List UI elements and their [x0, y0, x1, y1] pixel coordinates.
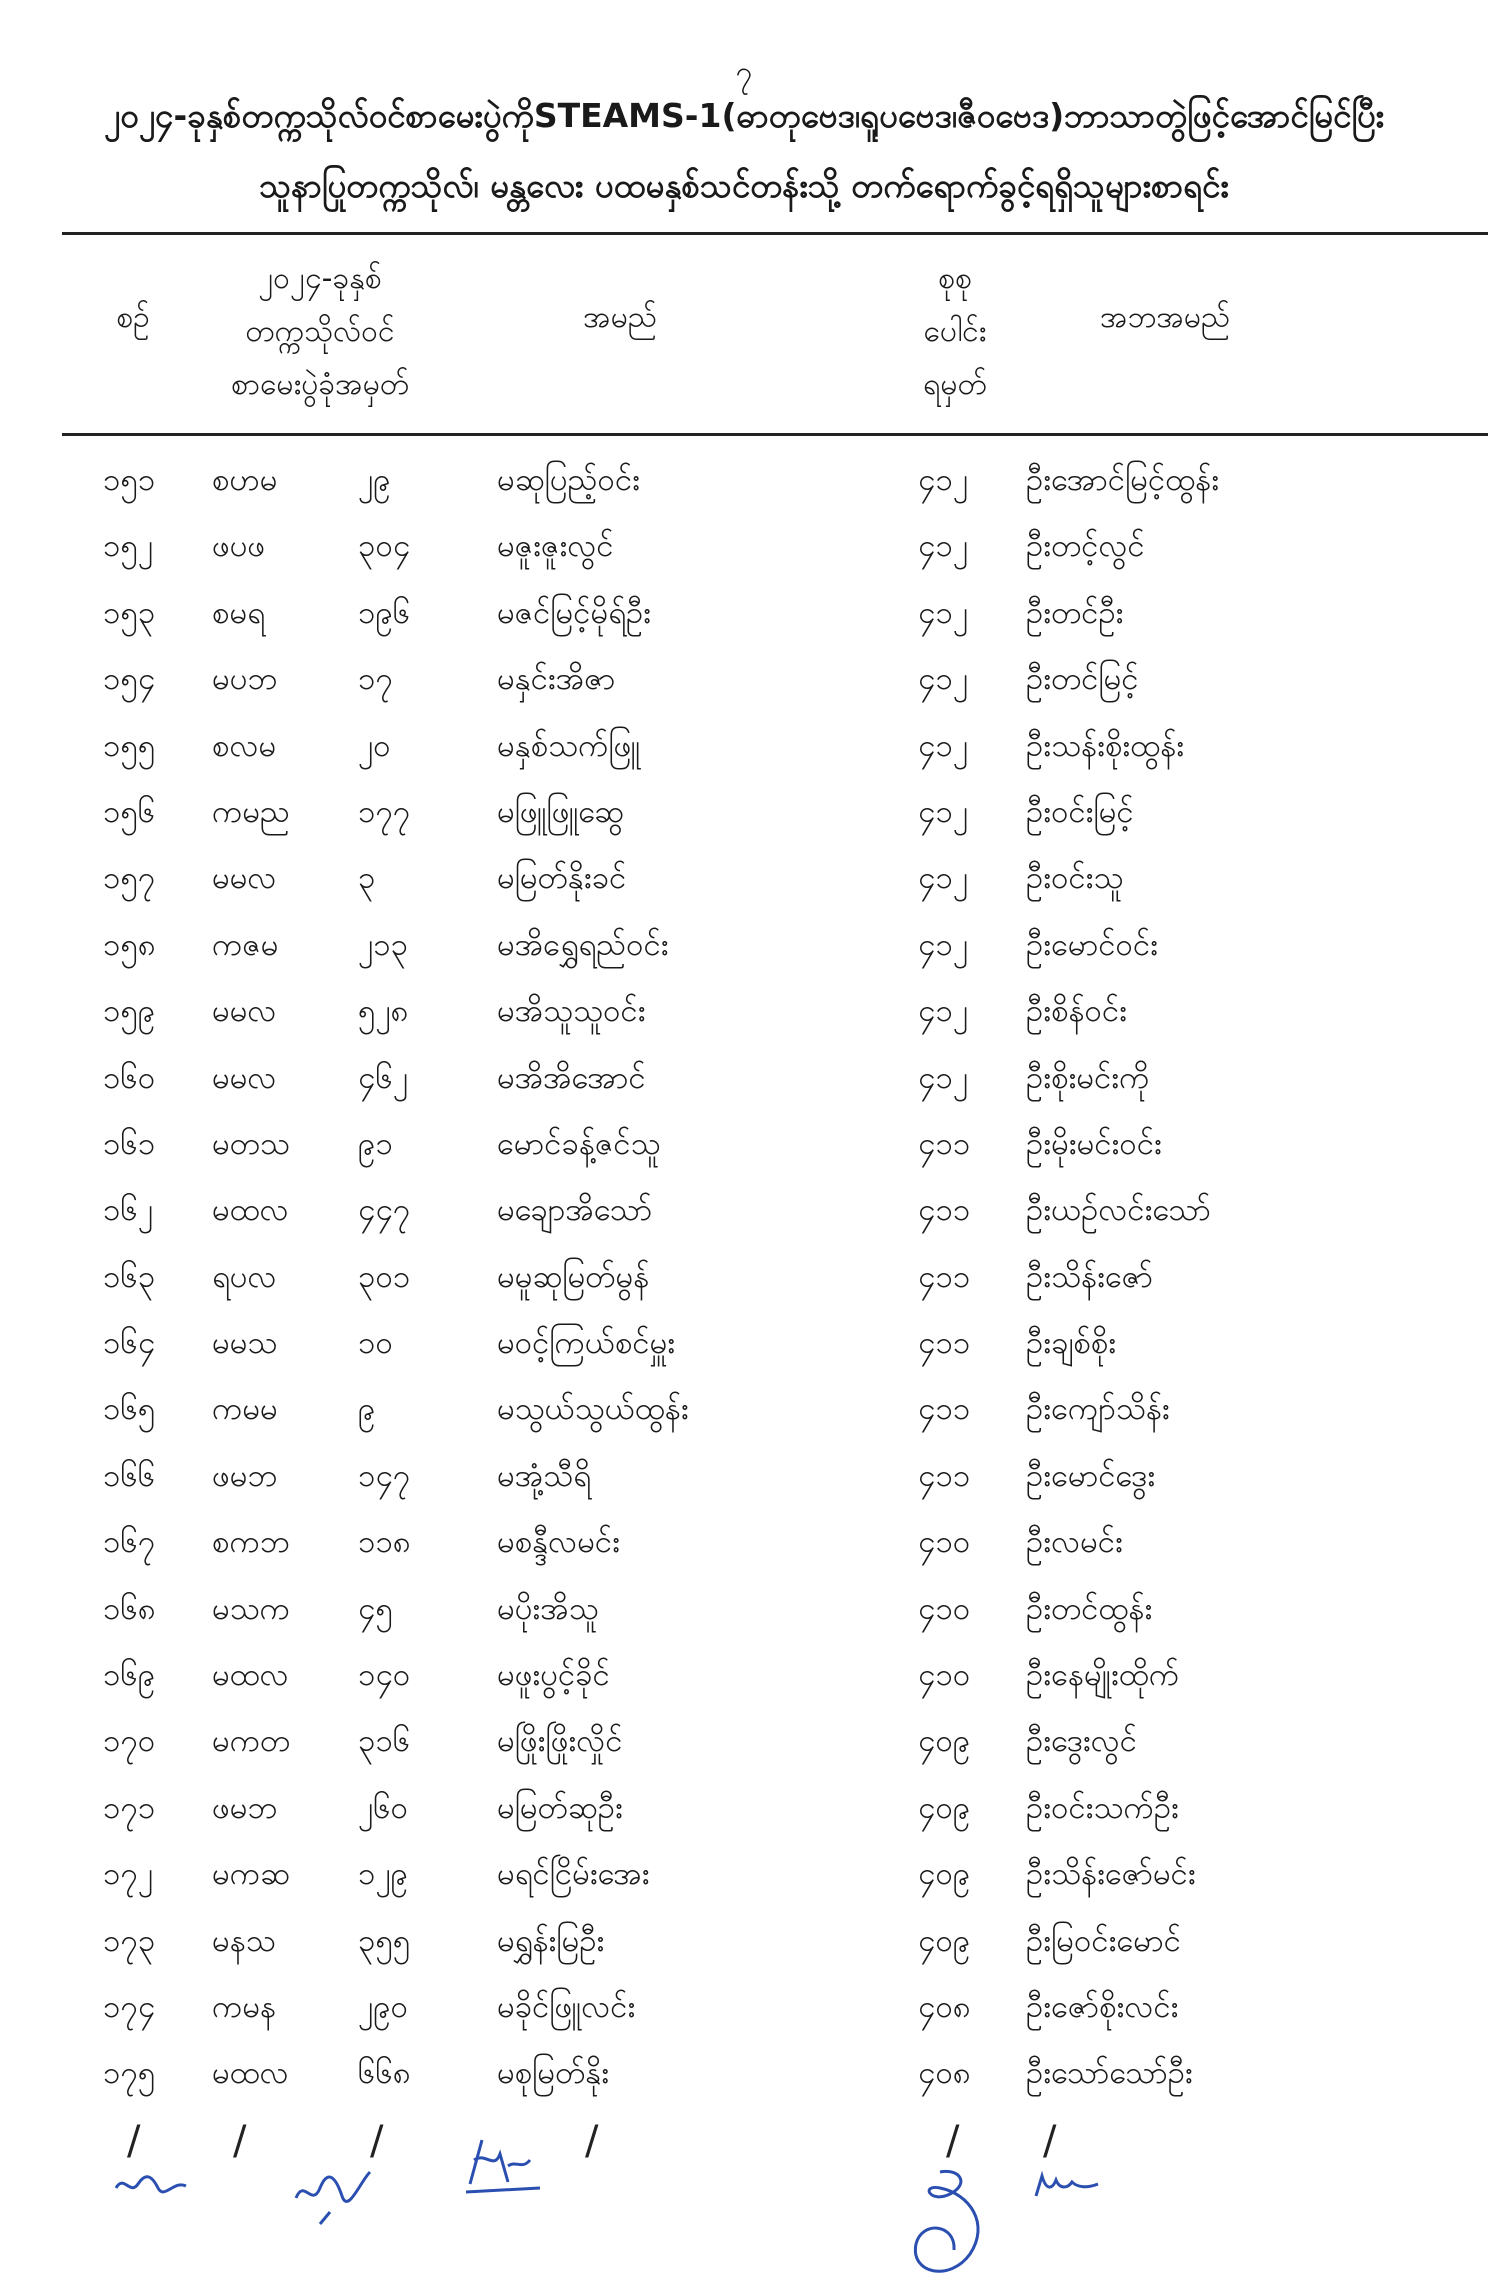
- serial-cell: ၁၆၇: [103, 1524, 156, 1561]
- exam-number-cell: ၃: [358, 860, 376, 897]
- total-marks-cell: ၄၁၁: [918, 1325, 971, 1362]
- student-name-cell: မစုမြတ်နိုး: [497, 2055, 610, 2092]
- total-marks-cell: ၄၁၁: [918, 1457, 971, 1494]
- student-name-cell: မပိုးအိသူ: [497, 1590, 599, 1627]
- table-row: [0, 1178, 1488, 1244]
- father-name-cell: ဦးကျော်သိန်း: [1026, 1391, 1170, 1428]
- exam-number-cell: ၁၇: [358, 661, 393, 698]
- exam-code-cell: မမသ: [212, 1325, 278, 1362]
- table-row: [0, 780, 1488, 846]
- total-marks-cell: ၄၁၂: [918, 727, 969, 764]
- header-total-marks-line-2: ပေါင်း: [923, 314, 987, 349]
- exam-number-cell: ၂၁၃: [358, 926, 409, 963]
- student-name-cell: မရင်ငြိမ်းအေး: [497, 1856, 650, 1893]
- exam-number-cell: ၄၄၇: [358, 1192, 411, 1229]
- total-marks-cell: ၄၁၀: [918, 1590, 971, 1627]
- exam-number-cell: ၃၀၄: [358, 528, 411, 565]
- header-name: အမည်: [583, 300, 657, 335]
- exam-number-cell: ၁၄၀: [358, 1657, 411, 1694]
- exam-code-cell: ဖမဘ: [212, 1789, 278, 1826]
- exam-code-cell: မတသ: [212, 1125, 290, 1162]
- signature-slash: /: [370, 2118, 384, 2164]
- father-name-cell: ဦးချစ်စိုး: [1026, 1325, 1117, 1362]
- student-name-cell: မဖြိုးဖြိုးလှိုင်: [497, 1723, 623, 1760]
- signature-mark: [112, 2166, 192, 2202]
- student-name-cell: မမူဆုမြတ်မွန်: [497, 1258, 650, 1295]
- table-row: [0, 846, 1488, 912]
- signature-slash: /: [1043, 2118, 1057, 2164]
- signature-slash: /: [233, 2118, 247, 2164]
- father-name-cell: ဦးတင်ထွန်း: [1026, 1590, 1153, 1627]
- table-row: [0, 1776, 1488, 1842]
- exam-number-cell: ၅၂၈: [358, 993, 409, 1030]
- exam-code-cell: မထလ: [212, 1657, 289, 1694]
- exam-code-cell: ရပလ: [212, 1258, 277, 1295]
- table-body: [0, 448, 1488, 2108]
- serial-cell: ၁၅၁: [103, 462, 156, 498]
- signature-mark: [900, 2164, 1000, 2288]
- total-marks-cell: ၄၁၀: [918, 1524, 971, 1561]
- father-name-cell: ဦးတင်ဦး: [1026, 594, 1124, 631]
- student-name-cell: မောင်ခန့်ဇင်သူ: [497, 1125, 661, 1162]
- header-total-marks: [890, 252, 1020, 411]
- father-name-cell: ဦးအောင်မြင့်ထွန်း: [1026, 462, 1220, 498]
- serial-cell: ၁၇၃: [103, 1922, 156, 1959]
- father-name-cell: ဦးမြဝင်းမောင်: [1026, 1922, 1181, 1959]
- table-row: [0, 2041, 1488, 2107]
- serial-cell: ၁၅၃: [103, 594, 156, 631]
- exam-number-cell: ၁၄၇: [358, 1457, 411, 1494]
- exam-code-cell: ဖပဖ: [212, 528, 266, 565]
- table-row: [0, 714, 1488, 780]
- serial-cell: ၁၇၄: [103, 1988, 156, 2025]
- serial-cell: ၁၆၀: [103, 1059, 156, 1096]
- total-marks-cell: ၄၁၂: [918, 860, 969, 897]
- exam-number-cell: ၁၀: [358, 1325, 393, 1362]
- signature-strip: [0, 2118, 1488, 2293]
- signature-slash: /: [585, 2118, 599, 2164]
- serial-cell: ၁၅၄: [103, 661, 156, 698]
- exam-number-cell: ၃၅၅: [358, 1922, 411, 1959]
- table-row: [0, 913, 1488, 979]
- exam-code-cell: မသက: [212, 1590, 291, 1627]
- document-title-line-1: ၂၀၂၄-ခုနှစ်တက္ကသိုလ်ဝင်စာမေးပွဲကိုSTEAMS-1(ဓာတုဗေဒ၊ရူပဗေဒ၊ဇီဝဗေဒ)ဘာသာတွဲဖြင့်အောင်မြင်ပြီး: [103, 96, 1385, 135]
- exam-code-cell: မကတ: [212, 1723, 291, 1760]
- exam-code-cell: ကမန: [212, 1988, 277, 2025]
- exam-number-cell: ၁၇၇: [358, 793, 411, 830]
- exam-code-cell: စမရ: [212, 594, 265, 631]
- father-name-cell: ဦးဝင်းမြင့်: [1026, 793, 1134, 830]
- serial-cell: ၁၆၉: [103, 1657, 156, 1694]
- exam-code-cell: စကဘ: [212, 1524, 290, 1561]
- table-row: [0, 979, 1488, 1045]
- student-name-cell: မချောအိသော်: [497, 1192, 653, 1229]
- student-name-cell: မအိရွှေရည်ဝင်း: [497, 926, 669, 963]
- father-name-cell: ဦးသိန်းဇော်: [1026, 1258, 1153, 1295]
- table-row: [0, 1245, 1488, 1311]
- exam-code-cell: မထလ: [212, 2055, 289, 2092]
- serial-cell: ၁၆၂: [103, 1192, 154, 1229]
- exam-number-cell: ၂၉၀: [358, 1988, 409, 2025]
- exam-number-cell: ၂၀: [358, 727, 391, 764]
- table-row: [0, 1909, 1488, 1975]
- total-marks-cell: ၄၀၉: [918, 1922, 971, 1959]
- father-name-cell: ဦးစိန်ဝင်း: [1026, 993, 1128, 1030]
- exam-code-cell: မမလ: [212, 1059, 277, 1096]
- serial-cell: ၁၇၅: [103, 2055, 156, 2092]
- exam-code-cell: မထလ: [212, 1192, 289, 1229]
- total-marks-cell: ၄၁၂: [918, 528, 969, 565]
- table-row: [0, 1643, 1488, 1709]
- table-row: [0, 1709, 1488, 1775]
- student-name-cell: မဖြူဖြူဆွေ: [497, 793, 624, 830]
- student-name-cell: မအိသူသူဝင်း: [497, 993, 646, 1030]
- serial-cell: ၁၆၄: [103, 1325, 156, 1362]
- serial-cell: ၁၅၉: [103, 993, 156, 1030]
- exam-code-cell: ကမမ: [212, 1391, 278, 1428]
- table-row: [0, 1842, 1488, 1908]
- header-total-marks-line-3: ရမှတ်: [923, 367, 987, 402]
- total-marks-cell: ၄၁၁: [918, 1391, 971, 1428]
- table-row: [0, 1510, 1488, 1576]
- father-name-cell: ဦးလမင်း: [1026, 1524, 1123, 1561]
- table-header-rule: [62, 433, 1488, 436]
- table-row: [0, 647, 1488, 713]
- exam-code-cell: စလမ: [212, 727, 277, 764]
- student-name-cell: မဖူးပွင့်ခိုင်: [497, 1657, 610, 1694]
- total-marks-cell: ၄၀၉: [918, 1789, 971, 1826]
- total-marks-cell: ၄၁၁: [918, 1192, 971, 1229]
- signature-mark: [460, 2130, 550, 2200]
- student-name-cell: မဇင်မြင့်မိုရ်ဦး: [497, 594, 652, 631]
- total-marks-cell: ၄၁၂: [918, 993, 969, 1030]
- exam-number-cell: ၄၅: [358, 1590, 393, 1627]
- exam-code-cell: ကဇမ: [212, 926, 279, 963]
- student-name-cell: မဝင့်ကြယ်စင်မှူး: [497, 1325, 676, 1362]
- serial-cell: ၁၇၂: [103, 1856, 154, 1893]
- exam-code-cell: ဖမဘ: [212, 1457, 278, 1494]
- exam-code-cell: မမလ: [212, 860, 277, 897]
- table-top-rule: [62, 232, 1488, 235]
- table-row: [0, 1577, 1488, 1643]
- father-name-cell: ဦးဝင်းသက်ဦး: [1026, 1789, 1179, 1826]
- signature-mark: [1032, 2166, 1102, 2206]
- total-marks-cell: ၄၁၁: [918, 1258, 971, 1295]
- exam-number-cell: ၃၁၆: [358, 1723, 411, 1760]
- table-row: [0, 1046, 1488, 1112]
- father-name-cell: ဦးမောင်ဒွေး: [1026, 1457, 1156, 1494]
- total-marks-cell: ၄၀၉: [918, 1723, 971, 1760]
- student-name-cell: မသွယ်သွယ်ထွန်း: [497, 1391, 689, 1428]
- total-marks-cell: ၄၁၂: [918, 594, 969, 631]
- student-name-cell: မဇူးဇူးလွင်: [497, 528, 614, 565]
- header-total-marks-line-1: စုစု: [938, 261, 972, 296]
- total-marks-cell: ၄၁၂: [918, 1059, 969, 1096]
- serial-cell: ၁၅၂: [103, 528, 154, 565]
- father-name-cell: ဦးတင့်လွင်: [1026, 528, 1145, 565]
- serial-cell: ၁၆၃: [103, 1258, 156, 1295]
- exam-number-cell: ၃၀၁: [358, 1258, 411, 1295]
- father-name-cell: ဦးမိုးမင်းဝင်း: [1026, 1125, 1162, 1162]
- table-row: [0, 581, 1488, 647]
- header-serial: စဉ်: [116, 300, 150, 335]
- exam-number-cell: ၂၉: [358, 462, 391, 498]
- total-marks-cell: ၄၀၈: [918, 1988, 971, 2025]
- student-name-cell: မမြတ်နိုးခင်: [497, 860, 627, 897]
- table-row: [0, 514, 1488, 580]
- total-marks-cell: ၄၀၉: [918, 1856, 971, 1893]
- serial-cell: ၁၆၈: [103, 1590, 156, 1627]
- student-name-cell: မအိအိအောင်: [497, 1059, 646, 1096]
- total-marks-cell: ၄၁၂: [918, 462, 969, 498]
- father-name-cell: ဦးဇော်စိုးလင်း: [1026, 1988, 1179, 2025]
- table-row: [0, 1377, 1488, 1443]
- exam-code-cell: စဟမ: [212, 462, 278, 498]
- father-name-cell: ဦးယဉ်လင်းသော်: [1026, 1192, 1211, 1229]
- serial-cell: ၁၅၇: [103, 860, 156, 897]
- document-title-line-2: သူနာပြုတက္ကသိုလ်၊ မန္တလေး ပထမနှစ်သင်တန်းသို့ တက်ရောက်ခွင့်ရရှိသူများစာရင်း: [259, 166, 1229, 205]
- table-row: [0, 1975, 1488, 2041]
- father-name-cell: ဦးနေမျိုးထိုက်: [1026, 1657, 1180, 1694]
- exam-number-cell: ၁၁၈: [358, 1524, 411, 1561]
- signature-mark: [290, 2158, 380, 2228]
- header-exam-roll-line-2: တက္ကသိုလ်ဝင်: [245, 314, 395, 349]
- exam-number-cell: ၉၁: [358, 1125, 393, 1162]
- header-exam-roll-line-1: ၂၀၂၄-ခုနှစ်: [258, 261, 382, 296]
- total-marks-cell: ၄၁၁: [918, 1125, 971, 1162]
- student-name-cell: မအုံ့သီရိ: [497, 1457, 591, 1494]
- serial-cell: ၁၅၅: [103, 727, 156, 764]
- table-row: [0, 1444, 1488, 1510]
- table-row: [0, 1311, 1488, 1377]
- student-name-cell: မဆုပြည့်ဝင်း: [497, 462, 641, 498]
- father-name-cell: ဦးသော်သော်ဦး: [1026, 2055, 1193, 2092]
- page-number: ၇: [735, 55, 753, 90]
- father-name-cell: ဦးဒွေးလွင်: [1026, 1723, 1137, 1760]
- exam-number-cell: ၁၂၉: [358, 1856, 409, 1893]
- total-marks-cell: ၄၁၀: [918, 1657, 971, 1694]
- father-name-cell: ဦးစိုးမင်းကို: [1026, 1059, 1150, 1096]
- exam-code-cell: မမလ: [212, 993, 277, 1030]
- total-marks-cell: ၄၁၂: [918, 793, 969, 830]
- serial-cell: ၁၆၆: [103, 1457, 156, 1494]
- student-name-cell: မစန္ဒီလမင်း: [497, 1524, 621, 1561]
- student-name-cell: မခိုင်ဖြူလင်း: [497, 1988, 636, 2025]
- student-name-cell: မနှစ်သက်ဖြူ: [497, 727, 641, 764]
- table-row: [0, 448, 1488, 514]
- exam-code-cell: မပဘ: [212, 661, 278, 698]
- total-marks-cell: ၄၁၂: [918, 661, 969, 698]
- exam-number-cell: ၉: [358, 1391, 376, 1428]
- serial-cell: ၁၇၁: [103, 1789, 156, 1826]
- father-name-cell: ဦးဝင်းသူ: [1026, 860, 1124, 897]
- exam-number-cell: ၂၆၀: [358, 1789, 409, 1826]
- father-name-cell: ဦးတင်မြင့်: [1026, 661, 1139, 698]
- student-name-cell: မမြတ်ဆုဦး: [497, 1789, 623, 1826]
- signature-slash: /: [946, 2118, 960, 2164]
- serial-cell: ၁၅၆: [103, 793, 156, 830]
- total-marks-cell: ၄၁၂: [918, 926, 969, 963]
- student-name-cell: မနှင်းအိဇာ: [497, 661, 616, 698]
- father-name-cell: ဦးသိန်းဇော်မင်း: [1026, 1856, 1196, 1893]
- header-exam-roll: [180, 252, 460, 411]
- serial-cell: ၁၇၀: [103, 1723, 156, 1760]
- header-exam-roll-line-3: စာမေးပွဲခုံအမှတ်: [230, 367, 410, 402]
- serial-cell: ၁၆၅: [103, 1391, 156, 1428]
- exam-number-cell: ၁၉၆: [358, 594, 411, 631]
- serial-cell: ၁၅၈: [103, 926, 156, 963]
- signature-slash: /: [127, 2118, 141, 2164]
- father-name-cell: ဦးသန်းစိုးထွန်း: [1026, 727, 1185, 764]
- serial-cell: ၁၆၁: [103, 1125, 156, 1162]
- father-name-cell: ဦးမောင်ဝင်း: [1026, 926, 1159, 963]
- exam-number-cell: ၆၆၈: [358, 2055, 411, 2092]
- table-row: [0, 1112, 1488, 1178]
- exam-code-cell: မနသ: [212, 1922, 276, 1959]
- exam-code-cell: ကမည: [212, 793, 291, 830]
- student-name-cell: မရွှန်းမြဦး: [497, 1922, 605, 1959]
- total-marks-cell: ၄၀၈: [918, 2055, 971, 2092]
- exam-code-cell: မကဆ: [212, 1856, 291, 1893]
- exam-number-cell: ၄၆၂: [358, 1059, 409, 1096]
- header-father-name: အဘအမည်: [1099, 300, 1231, 335]
